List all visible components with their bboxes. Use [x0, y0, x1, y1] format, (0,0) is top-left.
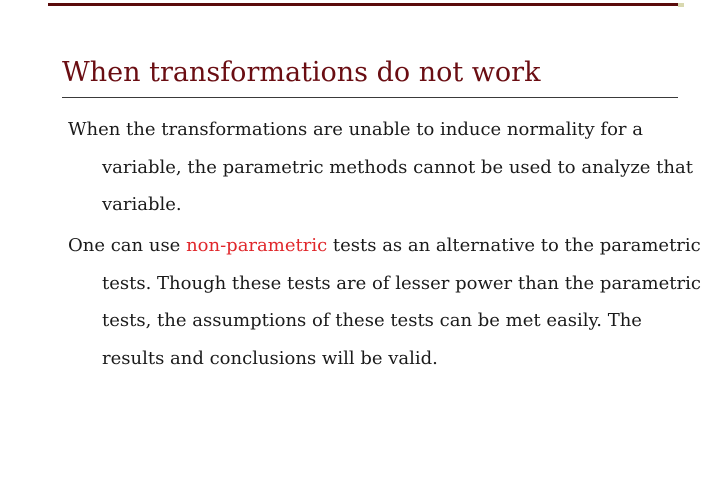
highlight-nonparametric: non-parametric [186, 235, 328, 256]
paragraph-nonparametric [68, 227, 702, 377]
top-border-rule-end [678, 3, 684, 7]
top-border-rule [48, 3, 678, 6]
paragraph-transformations [68, 111, 702, 224]
paragraph-transformations-text: When the transformations are unable to induce normality for a variable, the parametric methods cannot be used to analyze that variable. [68, 119, 693, 215]
paragraph-nonparametric-lead: One can use [68, 235, 187, 256]
title-underline-rule [62, 97, 678, 98]
slide-title: When transformations do not work [62, 57, 541, 88]
paragraph-nonparametric-rest: tests as an alternative to the parametric tests. Though these tests are of lesser power than the parametric tests, the assumptions of these tests can be met easily. The results and conclusions will be valid. [102, 235, 701, 369]
